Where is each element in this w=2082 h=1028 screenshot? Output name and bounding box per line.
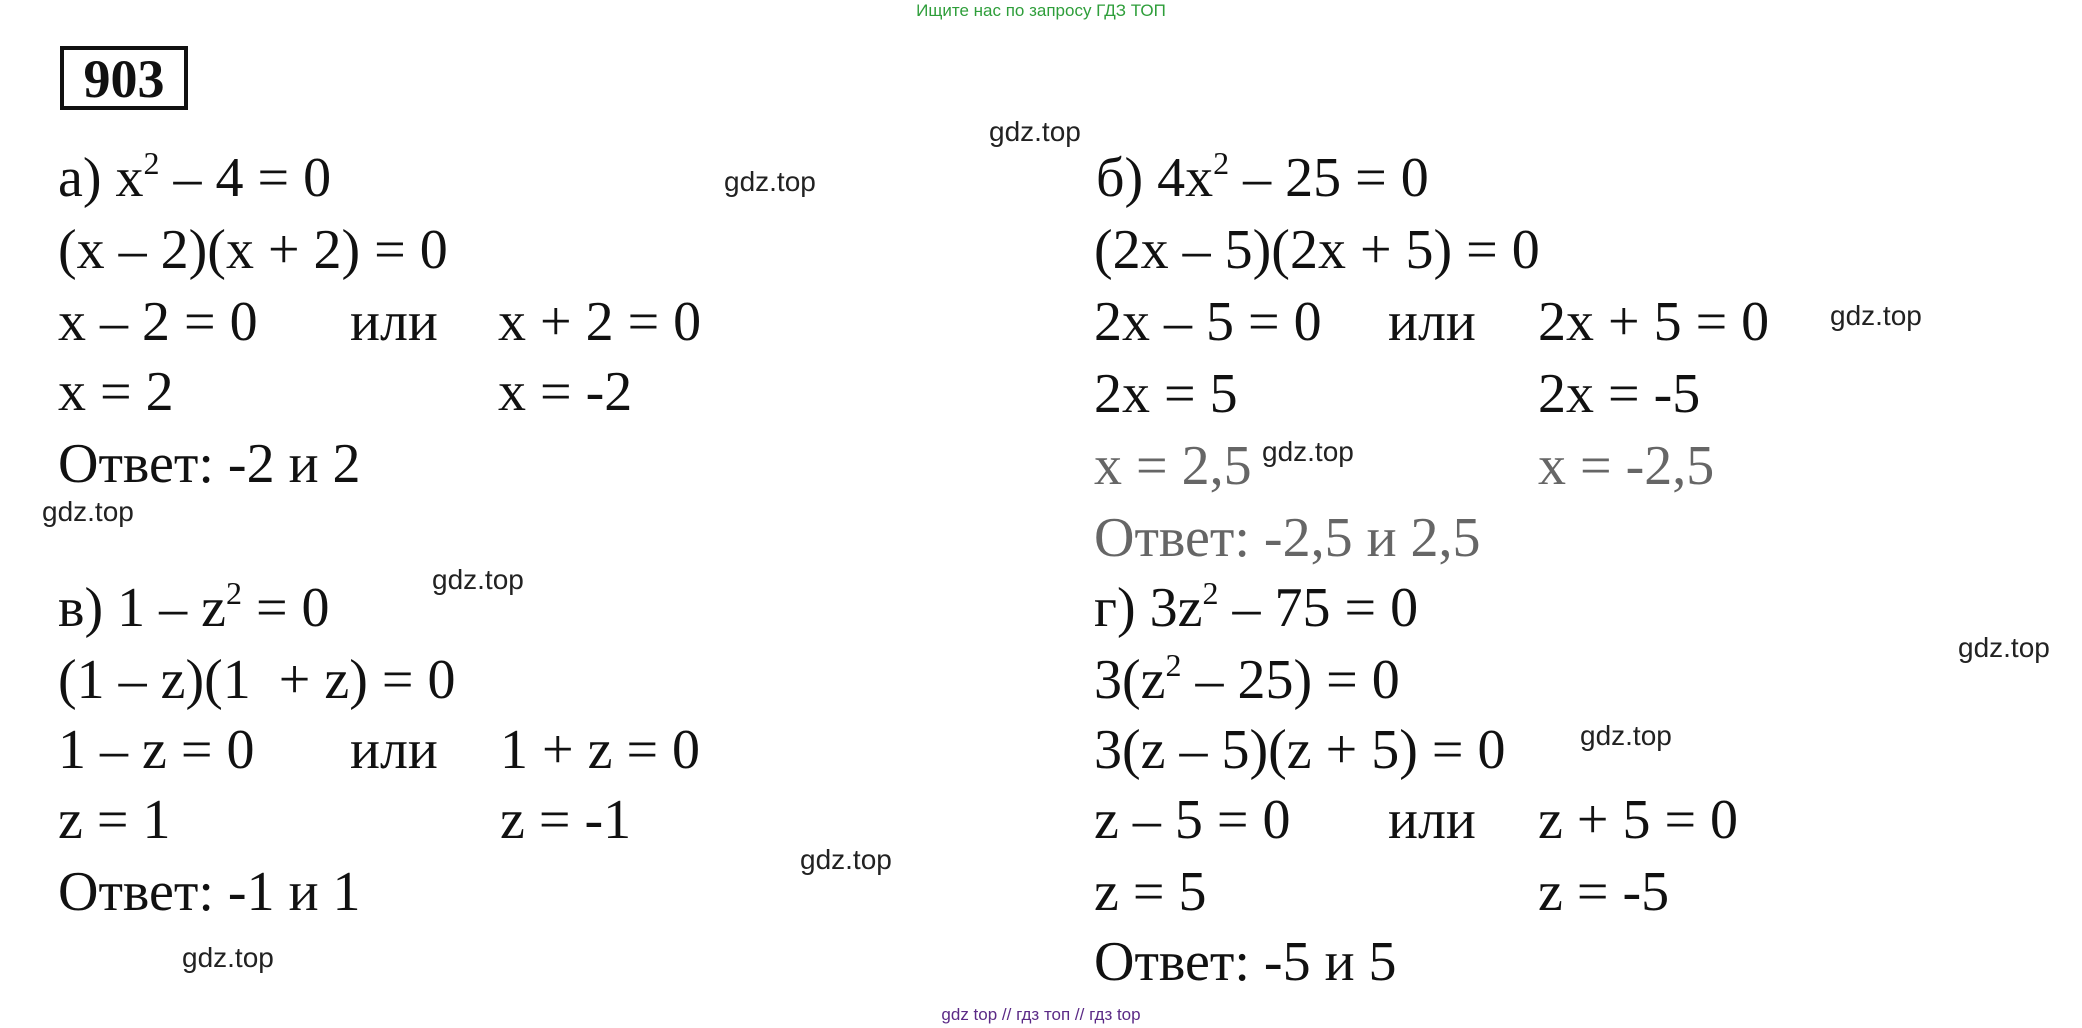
part-g-right-eq: z + 5 = 0 bbox=[1538, 789, 1739, 851]
part-g-equation-rest: – 75 = 0 bbox=[1218, 577, 1419, 639]
part-g-step-rest: – 25) = 0 bbox=[1181, 649, 1400, 711]
part-g-or: или bbox=[1388, 789, 1476, 851]
part-g-equation bbox=[1094, 576, 1418, 647]
part-a-left-eq: x – 2 = 0 bbox=[58, 291, 258, 353]
part-a-equation-prefix: а) x bbox=[58, 147, 144, 209]
part-v-right-solution: z = -1 bbox=[500, 789, 632, 851]
part-g-step-exponent: 2 bbox=[1165, 647, 1182, 683]
part-v-left-solution: z = 1 bbox=[58, 789, 171, 851]
watermark: gdz.top bbox=[989, 116, 1081, 147]
part-v-equation bbox=[58, 576, 330, 647]
watermark: gdz.top bbox=[800, 844, 892, 875]
part-b-factor: (2x – 5)(2x + 5) = 0 bbox=[1094, 219, 1540, 281]
watermark: gdz.top bbox=[42, 496, 134, 527]
part-b-left-step: 2x = 5 bbox=[1094, 363, 1238, 425]
part-b-exponent: 2 bbox=[1213, 145, 1230, 181]
watermark: gdz.top bbox=[1580, 720, 1672, 751]
part-g-answer: Ответ: -5 и 5 bbox=[1094, 931, 1397, 993]
part-b-equation-rest: – 25 = 0 bbox=[1229, 147, 1429, 209]
part-a-answer: Ответ: -2 и 2 bbox=[58, 433, 361, 495]
part-g-left-solution: z = 5 bbox=[1094, 861, 1207, 923]
part-v-equation-rest: = 0 bbox=[241, 577, 330, 639]
part-b-or: или bbox=[1388, 291, 1476, 353]
part-g-factor: 3(z – 5)(z + 5) = 0 bbox=[1094, 719, 1506, 781]
part-b-left-solution: x = 2,5 bbox=[1094, 435, 1252, 497]
watermark: gdz.top bbox=[182, 942, 274, 973]
part-a-equation bbox=[58, 146, 331, 217]
part-g-right-solution: z = -5 bbox=[1538, 861, 1670, 923]
part-g-exponent: 2 bbox=[1202, 575, 1219, 611]
part-b-right-step: 2x = -5 bbox=[1538, 363, 1701, 425]
problem-number: 903 bbox=[60, 46, 188, 110]
part-v-exponent: 2 bbox=[225, 575, 242, 611]
watermark: gdz.top bbox=[1958, 632, 2050, 663]
footer: gdz top // гдз топ // гдз top bbox=[941, 1005, 1141, 1024]
part-v-equation-prefix: в) 1 – z bbox=[58, 577, 226, 639]
watermark: gdz.top bbox=[724, 166, 816, 197]
part-a-right-solution: x = -2 bbox=[498, 361, 633, 423]
part-a-or: или bbox=[350, 291, 438, 353]
part-v-or: или bbox=[350, 719, 438, 781]
top-banner: Ищите нас по запросу ГДЗ ТОП bbox=[916, 1, 1166, 20]
part-b-answer: Ответ: -2,5 и 2,5 bbox=[1094, 507, 1481, 569]
part-g-equation-prefix: г) 3z bbox=[1094, 577, 1203, 639]
part-v-left-eq: 1 – z = 0 bbox=[58, 719, 255, 781]
watermark: gdz.top bbox=[1262, 436, 1354, 467]
part-a-exponent: 2 bbox=[143, 145, 160, 181]
part-g-left-eq: z – 5 = 0 bbox=[1094, 789, 1291, 851]
part-a-left-solution: x = 2 bbox=[58, 361, 174, 423]
part-a-factor: (x – 2)(x + 2) = 0 bbox=[58, 219, 448, 281]
part-b-equation bbox=[1096, 146, 1429, 217]
part-b-equation-prefix: б) 4x bbox=[1096, 147, 1214, 209]
part-v-right-eq: 1 + z = 0 bbox=[500, 719, 701, 781]
watermark: gdz.top bbox=[1830, 300, 1922, 331]
part-g-step-prefix: 3(z bbox=[1094, 649, 1166, 711]
part-g-step bbox=[1094, 648, 1400, 719]
part-a-equation-rest: – 4 = 0 bbox=[159, 147, 332, 209]
part-b-right-eq: 2x + 5 = 0 bbox=[1538, 291, 1770, 353]
part-v-factor: (1 – z)(1 + z) = 0 bbox=[58, 649, 456, 711]
part-b-right-solution: x = -2,5 bbox=[1538, 435, 1715, 497]
part-a-right-eq: x + 2 = 0 bbox=[498, 291, 702, 353]
part-v-answer: Ответ: -1 и 1 bbox=[58, 861, 361, 923]
part-b-left-eq: 2x – 5 = 0 bbox=[1094, 291, 1322, 353]
watermark: gdz.top bbox=[432, 564, 524, 595]
